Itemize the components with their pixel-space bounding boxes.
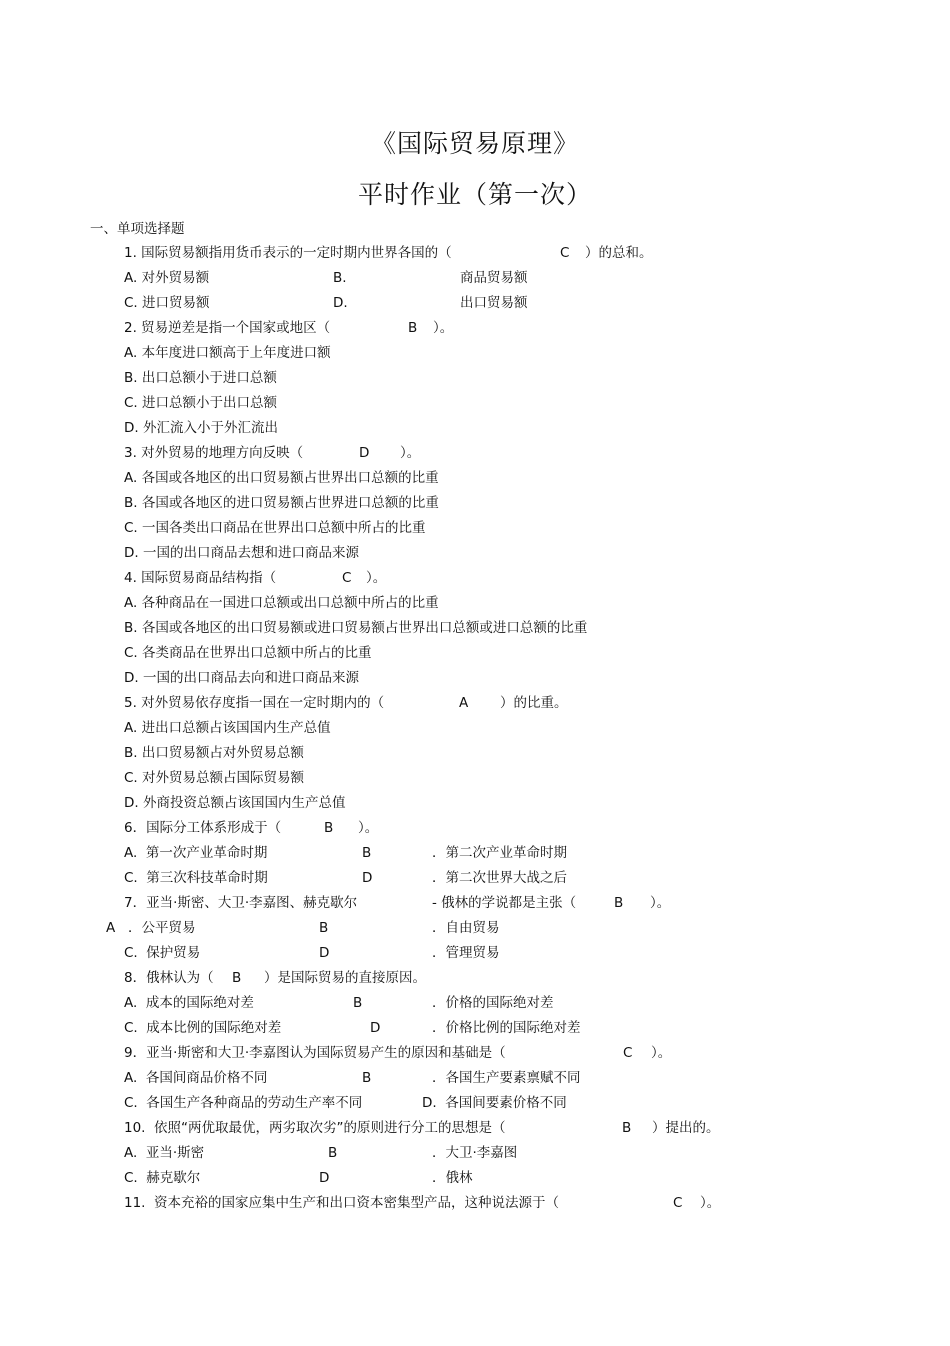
line-fragment: 9．亚当·斯密和大卫·李嘉图认为国际贸易产生的原因和基础是（: [124, 1045, 506, 1061]
document-subtitle: 平时作业（第一次）: [357, 180, 592, 209]
line-fragment: B: [319, 920, 329, 936]
line-fragment: C. 进口总额小于出口总额: [124, 395, 278, 411]
line-fragment: - 俄林的学说都是主张（: [432, 895, 577, 911]
line-fragment: A. 各国或各地区的出口贸易额占世界出口总额的比重: [124, 470, 439, 486]
line-fragment: C. 各类商品在世界出口总额中所占的比重: [124, 645, 372, 661]
line-fragment: C. 赫克歇尔: [124, 1170, 201, 1186]
line-fragment: 10. 依照“两优取最优，两劣取次劣”的原则进行分工的思想是（: [124, 1120, 506, 1136]
line-fragment: ．价格的国际绝对差: [432, 995, 554, 1011]
line-fragment: ）是国际贸易的直接原因。: [264, 970, 426, 986]
line-fragment: A: [106, 920, 116, 936]
line-fragment: ．各国生产要素禀赋不同: [432, 1070, 581, 1086]
line-fragment: C. 进口贸易额: [124, 295, 210, 311]
line-fragment: D.: [333, 295, 348, 311]
line-fragment: B. 各国或各地区的出口贸易额或进口贸易额占世界出口总额或进口总额的比重: [124, 620, 588, 636]
line-fragment: C. 一国各类出口商品在世界出口总额中所占的比重: [124, 520, 426, 536]
line-fragment: 7．亚当·斯密、大卫·李嘉图、赫克歇尔: [124, 895, 358, 911]
line-fragment: C: [342, 570, 352, 586]
line-fragment: A. 亚当·斯密: [124, 1145, 205, 1161]
line-fragment: C. 各国生产各种商品的劳动生产率不同: [124, 1095, 363, 1111]
line-fragment: B: [408, 320, 418, 336]
line-fragment: A. 成本的国际绝对差: [124, 995, 254, 1011]
line-fragment: 5. 对外贸易依存度指一国在一定时期内的（: [124, 695, 385, 711]
line-fragment: ．价格比例的国际绝对差: [432, 1020, 581, 1036]
line-fragment: ．第二次产业革命时期: [432, 845, 567, 861]
line-fragment: D. 外商投资总额占该国国内生产总值: [124, 795, 346, 811]
line-fragment: B: [362, 845, 372, 861]
line-fragment: B: [614, 895, 624, 911]
line-fragment: D: [319, 945, 330, 961]
line-fragment: D: [370, 1020, 381, 1036]
line-fragment: ）。: [366, 570, 387, 586]
line-fragment: C: [560, 245, 570, 261]
line-fragment: D: [359, 445, 370, 461]
line-fragment: C: [623, 1045, 633, 1061]
line-fragment: ．管理贸易: [432, 945, 500, 961]
line-fragment: B.: [333, 270, 347, 286]
line-fragment: ．俄林: [432, 1170, 473, 1186]
line-fragment: A: [459, 695, 469, 711]
line-fragment: 11. 资本充裕的国家应集中生产和出口资本密集型产品，这种说法源于（: [124, 1195, 560, 1211]
document-title: 《国际贸易原理》: [370, 129, 579, 158]
line-fragment: D: [319, 1170, 330, 1186]
line-fragment: ．第二次世界大战之后: [432, 870, 567, 886]
line-fragment: 6．国际分工体系形成于（: [124, 820, 282, 836]
line-fragment: D. 一国的出口商品去向和进口商品来源: [124, 670, 359, 686]
line-fragment: D. 各国间要素价格不同: [422, 1095, 567, 1111]
line-fragment: C: [673, 1195, 683, 1211]
line-fragment: C. 第三次科技革命时期: [124, 870, 268, 886]
line-fragment: ）提出的。: [652, 1120, 720, 1136]
line-fragment: B. 各国或各地区的进口贸易额占世界进口总额的比重: [124, 495, 439, 511]
line-fragment: 商品贸易额: [460, 270, 528, 286]
line-fragment: ）。: [700, 1195, 721, 1211]
line-fragment: B. 出口贸易额占对外贸易总额: [124, 745, 304, 761]
line-fragment: B: [324, 820, 334, 836]
line-fragment: A. 第一次产业革命时期: [124, 845, 268, 861]
line-fragment: A. 各国间商品价格不同: [124, 1070, 268, 1086]
line-fragment: A. 各种商品在一国进口总额或出口总额中所占的比重: [124, 595, 439, 611]
line-fragment: A. 对外贸易额: [124, 270, 210, 286]
line-fragment: B: [622, 1120, 632, 1136]
line-fragment: C. 保护贸易: [124, 945, 201, 961]
line-fragment: C. 对外贸易总额占国际贸易额: [124, 770, 305, 786]
line-fragment: ．自由贸易: [432, 920, 500, 936]
line-fragment: B. 出口总额小于进口总额: [124, 370, 277, 386]
line-fragment: 出口贸易额: [460, 295, 528, 311]
line-fragment: D. 一国的出口商品去想和进口商品来源: [124, 545, 359, 561]
line-fragment: B: [232, 970, 242, 986]
line-fragment: ．大卫·李嘉图: [432, 1145, 518, 1161]
line-fragment: A. 进出口总额占该国国内生产总值: [124, 720, 331, 736]
line-fragment: ．公平贸易: [128, 920, 196, 936]
line-fragment: A. 本年度进口额高于上年度进口额: [124, 345, 331, 361]
line-fragment: 1. 国际贸易额指用货币表示的一定时期内世界各国的（: [124, 245, 452, 261]
line-fragment: ）。: [650, 895, 671, 911]
section-heading: 一、单项选择题: [90, 221, 185, 237]
line-fragment: C. 成本比例的国际绝对差: [124, 1020, 282, 1036]
line-fragment: 8．俄林认为（: [124, 970, 214, 986]
line-fragment: ）。: [400, 445, 421, 461]
line-fragment: 2. 贸易逆差是指一个国家或地区（: [124, 320, 331, 336]
line-fragment: ）。: [651, 1045, 672, 1061]
line-fragment: ）的总和。: [585, 245, 653, 261]
line-fragment: B: [328, 1145, 338, 1161]
line-fragment: ）的比重。: [500, 695, 568, 711]
line-fragment: D. 外汇流入小于外汇流出: [124, 420, 278, 436]
line-fragment: B: [353, 995, 363, 1011]
line-fragment: 3. 对外贸易的地理方向反映（: [124, 445, 304, 461]
line-fragment: 4. 国际贸易商品结构指（: [124, 570, 277, 586]
line-fragment: D: [362, 870, 373, 886]
line-fragment: B: [362, 1070, 372, 1086]
line-fragment: ）。: [358, 820, 379, 836]
line-fragment: ）。: [433, 320, 454, 336]
